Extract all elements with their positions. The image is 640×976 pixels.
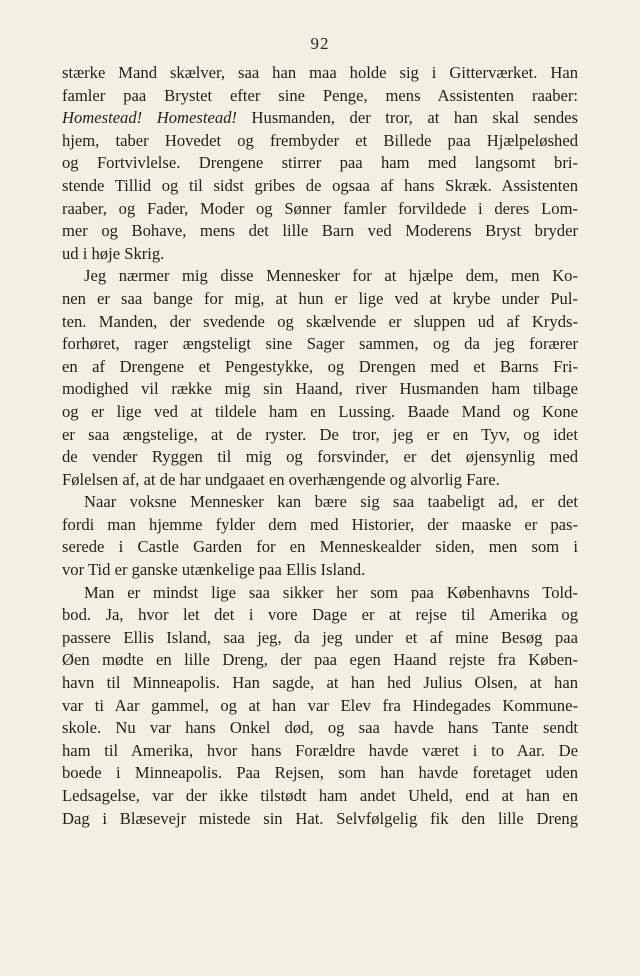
text-line: [62, 175, 578, 198]
text-run: passere Ellis Island, saa jeg, da jeg under et af mine Besøg paa: [62, 627, 578, 647]
text-line: [62, 243, 578, 266]
text-line: [62, 695, 578, 718]
text-run: bod. Ja, hvor let det i vore Dage er at rejse til Amerika og: [62, 605, 578, 625]
text-run: ten. Manden, der svedende og skælvende er sluppen ud af Kryds-: [62, 311, 578, 331]
text-line: [62, 649, 578, 672]
text-line: [62, 559, 578, 582]
text-line: [62, 604, 578, 627]
text-run: Husmanden, der tror, at han skal sendes: [236, 108, 578, 128]
italic-text: Homestead! Homestead!: [62, 108, 237, 128]
text-run: fordi man hjemme fylder dem med Historier, der maaske er pas-: [62, 514, 578, 534]
text-line: [62, 130, 578, 153]
text-line: [62, 536, 578, 559]
paragraph: [62, 491, 578, 581]
text-line: [62, 491, 578, 514]
text-run: de vender Ryggen til mig og forsvinder, er det øjensynlig med: [62, 447, 578, 467]
text-run: Jeg nærmer mig disse Mennesker for at hjælpe dem, men Ko-: [84, 266, 578, 286]
text-run: mer og Bohave, mens det lille Barn ved Moderens Bryst bryder: [62, 221, 578, 241]
text-run: serede i Castle Garden for en Menneskealder siden, men som i: [62, 537, 578, 557]
text-run: nen er saa bange for mig, at hun er lige ved at krybe under Pul-: [62, 288, 578, 308]
text-line: [62, 311, 578, 334]
text-run: stærke Mand skælver, saa han maa holde sig i Gitterværket. Han: [62, 63, 578, 82]
paragraph: [62, 265, 578, 491]
text-run: modighed vil række mig sin Haand, river Husmanden ham tilbage: [62, 379, 578, 399]
body-text: [62, 62, 578, 830]
text-run: raaber, og Fader, Moder og Sønner famler forvildede i deres Lom-: [62, 198, 578, 218]
text-line: [62, 378, 578, 401]
text-run: boede i Minneapolis. Paa Rejsen, som han havde foretaget uden: [62, 763, 578, 783]
text-run: Man er mindst lige saa sikker her som paa Københavns Told-: [84, 582, 578, 602]
paragraph: [62, 582, 578, 831]
text-line: [62, 672, 578, 695]
paragraph: [62, 62, 578, 265]
text-run: var ti Aar gammel, og at han var Elev fra Hindegades Kommune-: [62, 695, 578, 715]
text-line: [62, 288, 578, 311]
text-run: skole. Nu var hans Onkel død, og saa havde hans Tante sendt: [62, 718, 578, 738]
text-line: [62, 582, 578, 605]
text-run: stende Tillid og til sidst gribes de ogsaa af hans Skræk. Assistenten: [62, 175, 578, 195]
text-line: [62, 333, 578, 356]
text-line: [62, 107, 578, 130]
text-run: forhøret, rager ængsteligt sine Sager sammen, og da jeg forærer: [62, 334, 578, 354]
text-line: [62, 808, 578, 831]
text-line: [62, 265, 578, 288]
text-line: [62, 785, 578, 808]
text-run: en af Drengene et Pengestykke, og Drengen med et Barns Fri-: [62, 356, 578, 376]
text-run: er saa ængstelige, at de ryster. De tror, jeg er en Tyv, og idet: [62, 424, 578, 444]
text-run: havn til Minneapolis. Han sagde, at han hed Julius Olsen, at han: [62, 673, 578, 693]
text-line: [62, 356, 578, 379]
text-run: Naar voksne Mennesker kan bære sig saa taabeligt ad, er det: [84, 492, 578, 512]
page-number: 92: [310, 34, 330, 53]
text-line: [62, 740, 578, 763]
text-run: vor Tid er ganske utænkelige paa Ellis Island.: [62, 560, 366, 580]
text-line: [62, 446, 578, 469]
text-line: [62, 627, 578, 650]
text-run: og er lige ved at tildele ham en Lussing. Baade Mand og Kone: [62, 401, 578, 421]
text-line: [62, 514, 578, 537]
text-run: og Fortvivlelse. Drengene stirrer paa ham med langsomt bri-: [62, 153, 578, 173]
text-run: ud i høje Skrig.: [62, 243, 165, 263]
text-line: [62, 469, 578, 492]
text-run: Ledsagelse, var der ikke tilstødt ham andet Uheld, end at han en: [62, 786, 578, 805]
text-run: ham til Amerika, hvor hans Forældre havde været i to Aar. De: [62, 740, 578, 760]
text-run: Følelsen af, at de har undgaaet en overhængende og alvorlig Fare.: [62, 469, 500, 489]
text-line: [62, 762, 578, 785]
text-line: [62, 62, 578, 85]
text-run: hjem, taber Hovedet og frembyder et Billede paa Hjælpeløshed: [62, 130, 578, 150]
text-run: Øen mødte en lille Dreng, der paa egen Haand rejste fra Køben-: [62, 650, 578, 670]
text-run: famler paa Brystet efter sine Penge, mens Assistenten raaber:: [62, 85, 578, 105]
text-line: [62, 198, 578, 221]
text-line: [62, 424, 578, 447]
text-line: [62, 152, 578, 175]
text-line: [62, 401, 578, 424]
text-line: [62, 220, 578, 243]
text-run: Dag i Blæsevejr mistede sin Hat. Selvfølgelig fik den lille Dreng: [62, 808, 578, 828]
text-line: [62, 85, 578, 108]
text-line: [62, 717, 578, 740]
